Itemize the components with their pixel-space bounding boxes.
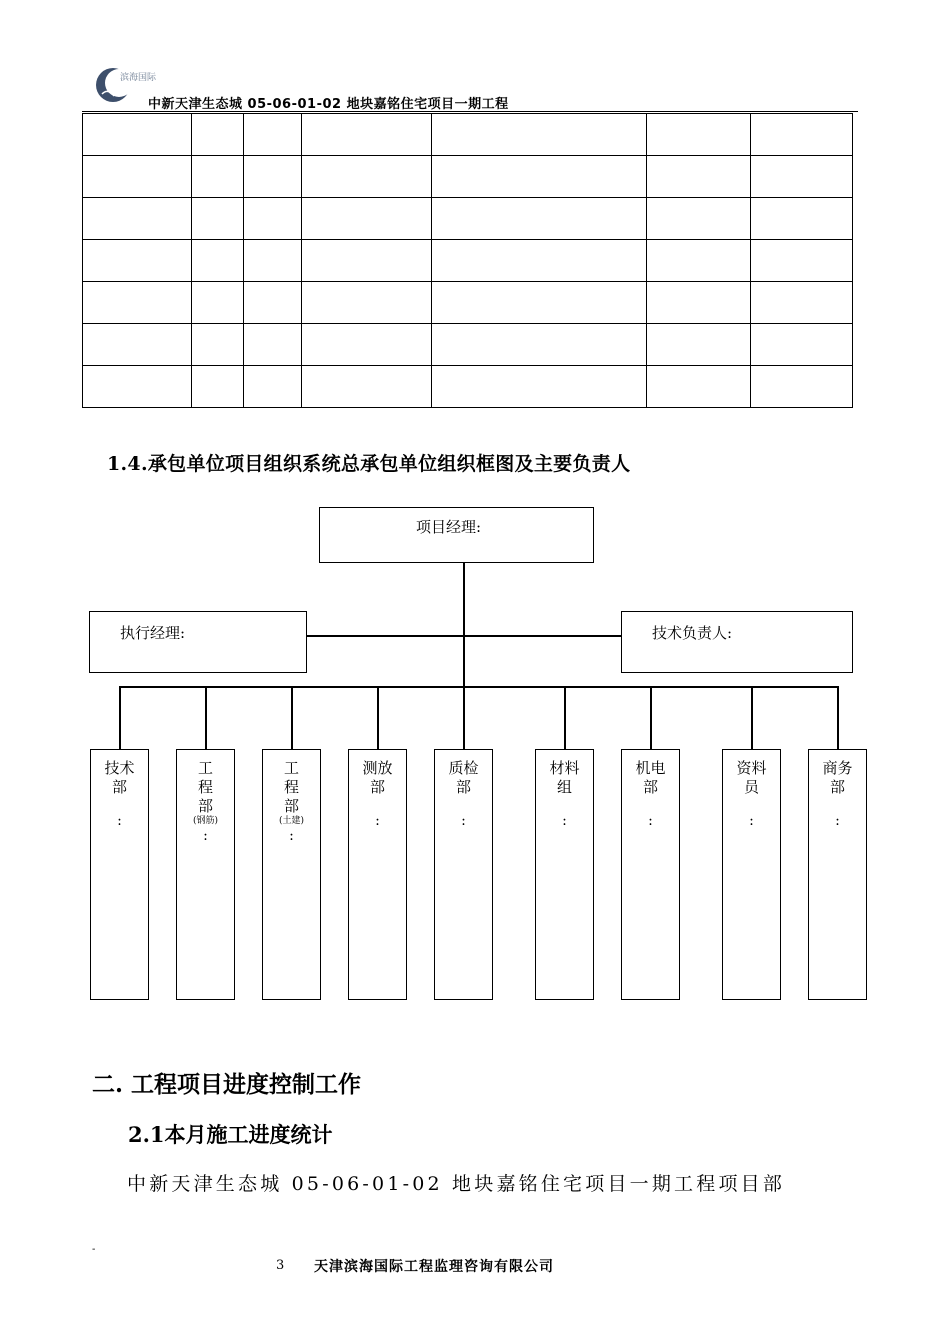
department-box (808, 749, 867, 1000)
table-cell (432, 198, 647, 240)
table-cell (302, 282, 432, 324)
connector-drop (119, 686, 121, 749)
table-cell (647, 240, 751, 282)
department-name-line: 材料 (549, 759, 580, 777)
department-box (90, 749, 149, 1000)
table-cell (751, 282, 853, 324)
table-cell (302, 324, 432, 366)
table-row (83, 114, 853, 156)
table-row (83, 198, 853, 240)
connector-drop (463, 686, 465, 749)
section-heading-2-1: 2.1本月施工进度统计 (128, 1122, 333, 1147)
table-cell (432, 324, 647, 366)
section-heading-1-4: 1.4.承包单位项目组织系统总承包单位组织框图及主要负责人 (107, 453, 631, 475)
table-cell (244, 198, 302, 240)
table-cell (244, 156, 302, 198)
department-name-line: 部 (829, 778, 845, 796)
department-colon: : (648, 813, 653, 829)
connector-department-bus (119, 686, 837, 688)
department-box (535, 749, 594, 1000)
table-cell (302, 198, 432, 240)
connector-drop (564, 686, 566, 749)
table-cell (192, 156, 244, 198)
table-cell (83, 240, 192, 282)
table-row (83, 156, 853, 198)
department-name-line: 部 (197, 797, 213, 815)
department-name-line: 员 (743, 778, 759, 796)
executive-manager-label: 执行经理: (120, 624, 186, 642)
table-cell (192, 240, 244, 282)
table-cell (83, 114, 192, 156)
department-name-line: 程 (283, 778, 299, 796)
table-cell (432, 366, 647, 408)
table-cell (83, 282, 192, 324)
department-name-line: 工 (197, 759, 213, 777)
table-cell (432, 282, 647, 324)
department-colon: : (117, 813, 122, 829)
table-cell (647, 198, 751, 240)
table-row (83, 366, 853, 408)
department-note: (钢筋) (192, 816, 219, 826)
department-colon: : (461, 813, 466, 829)
table-cell (83, 324, 192, 366)
department-name-line: 部 (111, 778, 127, 796)
department-colon: : (562, 813, 567, 829)
logo-text: 滨海国际 (120, 73, 157, 83)
table-cell (751, 198, 853, 240)
connector-drop (751, 686, 753, 749)
department-name-line: 质检 (448, 759, 479, 777)
table-cell (647, 114, 751, 156)
page-number: 3 (276, 1258, 285, 1273)
table-cell (302, 114, 432, 156)
table-cell (302, 240, 432, 282)
department-colon: : (375, 813, 380, 829)
project-manager-box (319, 507, 594, 563)
table-cell (302, 366, 432, 408)
table-cell (647, 324, 751, 366)
table-cell (244, 114, 302, 156)
department-colon: : (835, 813, 840, 829)
table-cell (244, 240, 302, 282)
connector-drop (377, 686, 379, 749)
technical-lead-box (621, 611, 853, 673)
department-box (176, 749, 235, 1000)
department-box (348, 749, 407, 1000)
table-cell (83, 366, 192, 408)
department-box (434, 749, 493, 1000)
section-heading-2: 二. 工程项目进度控制工作 (92, 1071, 362, 1098)
header-rule (82, 111, 858, 112)
table-cell (192, 198, 244, 240)
department-box (262, 749, 321, 1000)
table-cell (432, 240, 647, 282)
department-name-line: 测放 (362, 759, 393, 777)
table-cell (244, 366, 302, 408)
connector-trunk (463, 563, 465, 687)
table-cell (432, 156, 647, 198)
department-name-line: 机电 (635, 759, 666, 777)
department-colon: : (749, 813, 754, 829)
technical-lead-label: 技术负责人: (652, 624, 733, 642)
table-cell (751, 366, 853, 408)
department-name-line: 商务 (822, 759, 853, 777)
department-colon: : (203, 828, 208, 844)
table-cell (83, 198, 192, 240)
table-cell (192, 366, 244, 408)
project-department-line: 中新天津生态城 05-06-01-02 地块嘉铭住宅项目一期工程项目部 (127, 1173, 786, 1195)
table-row (83, 282, 853, 324)
header-title: 中新天津生态城 05-06-01-02 地块嘉铭住宅项目一期工程 (148, 97, 509, 112)
table-cell (192, 282, 244, 324)
table-row (83, 324, 853, 366)
project-manager-label: 项目经理: (416, 518, 482, 536)
department-name-line: 技术 (104, 759, 135, 777)
department-name-line: 工 (283, 759, 299, 777)
department-name-line: 部 (642, 778, 658, 796)
department-note: (土建) (278, 816, 305, 826)
table-row (83, 240, 853, 282)
department-name-line: 部 (283, 797, 299, 815)
table-cell (751, 114, 853, 156)
department-box (621, 749, 680, 1000)
department-name-line: 程 (197, 778, 213, 796)
table-cell (302, 156, 432, 198)
executive-manager-box (89, 611, 307, 673)
department-name-line: 资料 (736, 759, 767, 777)
table-cell (244, 324, 302, 366)
empty-table (82, 113, 853, 408)
table-cell (192, 324, 244, 366)
footer-company: 天津滨海国际工程监理咨询有限公司 (314, 1259, 554, 1275)
connector-drop (205, 686, 207, 749)
table-cell (751, 156, 853, 198)
department-name-line: 部 (369, 778, 385, 796)
connector-manager-branch (306, 635, 622, 637)
department-box (722, 749, 781, 1000)
footer-dash: - (92, 1244, 96, 1255)
department-name-line: 组 (556, 778, 572, 796)
table-cell (647, 282, 751, 324)
table-cell (647, 366, 751, 408)
table-cell (751, 324, 853, 366)
connector-drop (837, 686, 839, 749)
table-cell (244, 282, 302, 324)
connector-drop (291, 686, 293, 749)
table-cell (192, 114, 244, 156)
table-cell (83, 156, 192, 198)
table-cell (751, 240, 853, 282)
connector-drop (650, 686, 652, 749)
department-name-line: 部 (455, 778, 471, 796)
department-colon: : (289, 828, 294, 844)
table-cell (647, 156, 751, 198)
table-cell (432, 114, 647, 156)
